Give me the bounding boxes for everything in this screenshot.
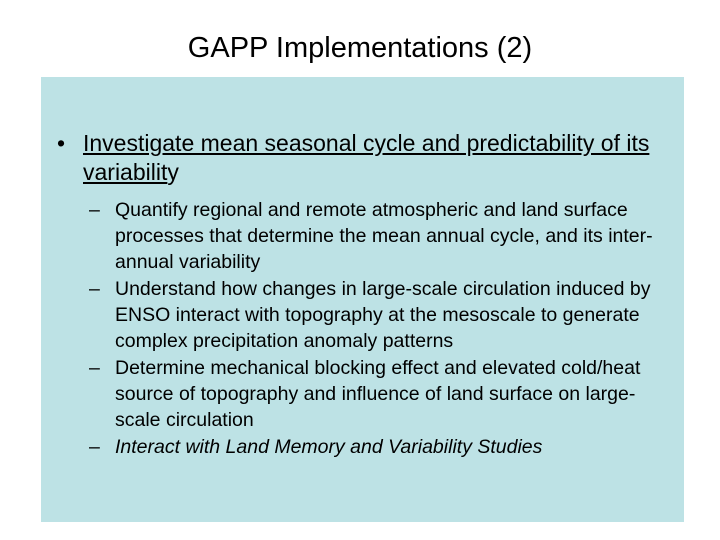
sub-bullet-list — [89, 197, 679, 461]
sub-bullet-item — [89, 276, 679, 354]
sub-bullet-item — [89, 197, 679, 275]
dash-marker: – — [89, 199, 100, 221]
dash-marker: – — [89, 357, 100, 379]
dash-marker: – — [89, 436, 100, 458]
sub-bullet-text: Determine mechanical blocking effect and elevated cold/heat source of topography and influence of land surface on large-scale circulation — [115, 357, 641, 431]
bullet-marker: • — [57, 130, 66, 156]
sub-bullet-item — [89, 434, 679, 460]
main-bullet-text — [83, 129, 673, 187]
sub-bullet-text: Quantify regional and remote atmospheric and land surface processes that determine the mean annual cycle, and its inter-annual variability — [115, 199, 653, 273]
main-bullet-trailing-text: y — [167, 159, 179, 185]
sub-bullet-text: Understand how changes in large-scale circulation induced by ENSO interact with topography at the mesoscale to generate complex precipitation anomaly patterns — [115, 278, 651, 352]
content-box — [41, 77, 684, 522]
sub-bullet-item — [89, 355, 679, 433]
main-bullet-underlined-text: Investigate mean seasonal cycle and predictability of its variabilit — [83, 130, 650, 185]
slide-title: GAPP Implementations (2) — [187, 32, 533, 64]
dash-marker: – — [89, 278, 100, 300]
sub-bullet-text: Interact with Land Memory and Variability Studies — [115, 436, 543, 458]
